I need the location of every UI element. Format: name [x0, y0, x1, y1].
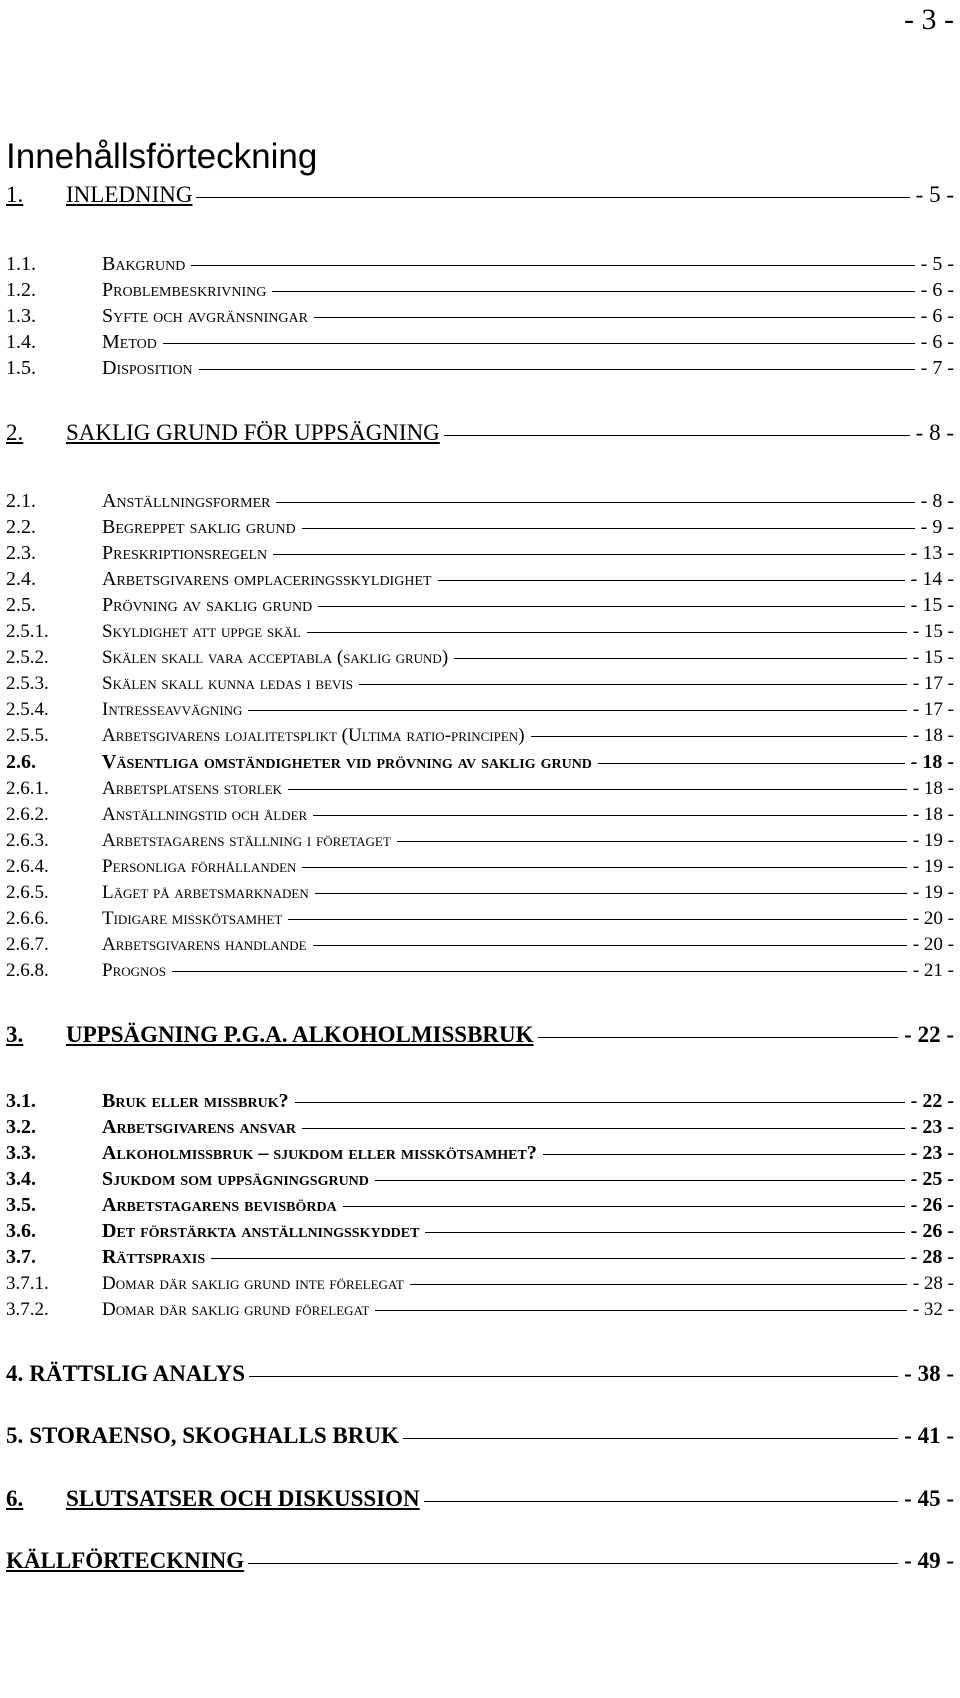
toc-entry-page: - 18 - [912, 804, 954, 825]
toc-entry-number: 3.6. [6, 1220, 36, 1242]
toc-leader-line [272, 291, 914, 292]
toc-leader-line [249, 1376, 898, 1377]
toc-entry-page: - 13 - [910, 542, 954, 564]
toc-entry-page: - 49 - [904, 1548, 954, 1573]
toc-entry-page: - 38 - [904, 1361, 954, 1386]
toc-leader-line [538, 1037, 899, 1038]
toc-entry-title: Rättspraxis [102, 1246, 206, 1268]
toc-leader-line [543, 1154, 905, 1155]
toc-entry-2-5-4[interactable] [6, 699, 954, 725]
toc-chapter-3[interactable] [6, 1022, 954, 1052]
toc-entry-page: - 26 - [910, 1194, 954, 1216]
toc-entry-page: - 19 - [912, 882, 954, 903]
toc-entry-page: - 32 - [912, 1299, 954, 1320]
toc-entry-title: Läget på arbetsmarknaden [102, 882, 309, 903]
toc-entry-title: Arbetsgivarens omplaceringsskyldighet [102, 568, 432, 590]
toc-entry-page: - 6 - [920, 279, 954, 301]
toc-entry-number: 2.6.6. [6, 908, 49, 929]
toc-leader-line [307, 632, 907, 633]
toc-entry-2-5[interactable] [6, 594, 954, 621]
toc-chapter-4[interactable] [6, 1361, 954, 1391]
toc-entry-title: Väsentliga omständigheter vid prövning av saklig grund [102, 751, 592, 773]
toc-entry-page: - 21 - [912, 960, 954, 981]
toc-entry-number: 2.5.4. [6, 699, 49, 720]
toc-entry-number: 3.5. [6, 1194, 36, 1216]
toc-entry-page: - 18 - [910, 751, 954, 773]
toc-entry-title: UPPSÄGNING P.G.A. ALKOHOLMISSBRUK [66, 1022, 534, 1047]
toc-entry-title: KÄLLFÖRTECKNING [6, 1548, 245, 1573]
toc-entry-number: 2.5.1. [6, 621, 49, 642]
toc-leader-line [191, 265, 914, 266]
toc-entry-title: Prövning av saklig grund [102, 594, 313, 616]
toc-entry-page: - 19 - [912, 830, 954, 851]
toc-entry-page: - 28 - [912, 1273, 954, 1294]
toc-entry-title: INLEDNING [66, 182, 193, 207]
toc-references[interactable] [6, 1548, 954, 1578]
toc-entry-page: - 23 - [910, 1142, 954, 1164]
toc-entry-title: RÄTTSLIG ANALYS [29, 1361, 246, 1386]
toc-entry-title: Det förstärkta anställningsskyddet [102, 1220, 420, 1242]
toc-entry-number: 2.6.8. [6, 960, 49, 981]
toc-entry-title: Prognos [102, 960, 167, 981]
toc-entry-2-6[interactable] [6, 751, 954, 778]
toc-entry-2-2[interactable] [6, 516, 954, 543]
toc-leader-line [375, 1180, 905, 1181]
toc-leader-line [444, 435, 910, 436]
toc-entry-title: Domar där saklig grund förelegat [102, 1299, 370, 1320]
toc-entry-page: - 15 - [912, 647, 954, 668]
toc-leader-line [163, 343, 915, 344]
toc-entry-2-6-2[interactable] [6, 804, 954, 830]
toc-entry-number: 2.1. [6, 490, 36, 512]
toc-entry-3-6[interactable] [6, 1220, 954, 1247]
toc-entry-page: - 25 - [910, 1168, 954, 1190]
toc-entry-page: - 9 - [920, 516, 954, 538]
toc-entry-page: - 6 - [920, 305, 954, 327]
toc-entry-number: 1. [6, 182, 24, 207]
toc-entry-2-6-3[interactable] [6, 830, 954, 856]
toc-entry-title: Skälen skall kunna ledas i bevis [102, 673, 353, 694]
toc-entry-number: 3. [6, 1022, 24, 1047]
toc-entry-2-6-5[interactable] [6, 882, 954, 908]
toc-entry-2-6-6[interactable] [6, 908, 954, 934]
toc-entry-title: Arbetsgivarens ansvar [102, 1116, 296, 1138]
toc-entry-title: Domar där saklig grund inte förelegat [102, 1273, 404, 1294]
toc-entry-title: Arbetsgivarens handlande [102, 934, 307, 955]
toc-leader-line [248, 1563, 898, 1564]
toc-entry-page: - 8 - [920, 490, 954, 512]
toc-entry-number: 3.7.1. [6, 1273, 49, 1294]
toc-entry-page: - 15 - [912, 621, 954, 642]
toc-leader-line [288, 789, 907, 790]
toc-leader-line [375, 1310, 906, 1311]
toc-leader-line [598, 763, 905, 764]
toc-leader-line [288, 919, 907, 920]
toc-entry-number: 2.6. [6, 751, 36, 773]
toc-entry-3-7[interactable] [6, 1246, 954, 1273]
toc-entry-2-5-5[interactable] [6, 725, 954, 751]
toc-entry-page: - 17 - [912, 699, 954, 720]
toc-entry-2-6-4[interactable] [6, 856, 954, 882]
toc-entry-number: 2.5.5. [6, 725, 49, 746]
toc-entry-number: 2.4. [6, 568, 36, 590]
toc-entry-page: - 18 - [912, 725, 954, 746]
toc-entry-2-5-2[interactable] [6, 647, 954, 673]
page-number: - 3 - [904, 3, 954, 36]
toc-entry-2-6-8[interactable] [6, 960, 954, 986]
toc-entry-2-3[interactable] [6, 542, 954, 569]
toc-entry-page: - 45 - [904, 1486, 954, 1511]
toc-leader-line [403, 1438, 898, 1439]
toc-entry-title: Begreppet saklig grund [102, 516, 296, 538]
toc-entry-2-5-1[interactable] [6, 621, 954, 647]
toc-leader-line [196, 197, 909, 198]
toc-entry-title: Alkoholmissbruk – sjukdom eller misskötsamhet? [102, 1142, 537, 1164]
toc-leader-line [425, 1232, 904, 1233]
toc-leader-line [273, 554, 905, 555]
toc-chapter-2[interactable] [6, 420, 954, 450]
toc-entry-number: 3.3. [6, 1142, 36, 1164]
toc-entry-page: - 23 - [910, 1116, 954, 1138]
toc-entry-title: Arbetsgivarens lojalitetsplikt (Ultima ratio-principen) [102, 725, 525, 746]
toc-entry-number: 2.6.7. [6, 934, 49, 955]
toc-entry-3-7-1[interactable] [6, 1273, 954, 1299]
toc-entry-number: 5. [6, 1423, 24, 1448]
toc-chapter-1[interactable] [6, 182, 954, 212]
toc-entry-title: Anställningsformer [102, 490, 271, 512]
toc-entry-page: - 5 - [920, 253, 954, 275]
toc-entry-number: 2.6.2. [6, 804, 49, 825]
toc-entry-1-5[interactable] [6, 357, 954, 384]
toc-entry-title: Bruk eller missbruk? [102, 1090, 289, 1112]
toc-entry-title: Skälen skall vara acceptabla (saklig grund) [102, 647, 449, 668]
toc-entry-2-4[interactable] [6, 568, 954, 595]
toc-entry-page: - 15 - [910, 594, 954, 616]
toc-leader-line [359, 684, 907, 685]
toc-entry-number: 2.5.2. [6, 647, 49, 668]
toc-entry-title: STORAENSO, SKOGHALLS BRUK [29, 1423, 399, 1448]
toc-entry-title: Personliga förhållanden [102, 856, 297, 877]
toc-entry-page: - 19 - [912, 856, 954, 877]
toc-leader-line [397, 841, 907, 842]
toc-entry-page: - 18 - [912, 778, 954, 799]
toc-entry-number: 3.2. [6, 1116, 36, 1138]
toc-entry-3-4[interactable] [6, 1168, 954, 1195]
toc-leader-line [410, 1284, 907, 1285]
toc-entry-number: 1.2. [6, 279, 36, 301]
toc-leader-line [318, 606, 904, 607]
toc-heading: Innehållsförteckning [6, 137, 318, 177]
toc-leader-line [276, 502, 914, 503]
toc-leader-line [531, 736, 907, 737]
toc-entry-page: - 8 - [915, 420, 954, 445]
toc-entry-3-1[interactable] [6, 1090, 954, 1117]
toc-entry-2-6-1[interactable] [6, 778, 954, 804]
toc-entry-number: 3.7.2. [6, 1299, 49, 1320]
toc-leader-line [302, 867, 906, 868]
toc-entry-number: 2.6.5. [6, 882, 49, 903]
toc-entry-title: Arbetstagarens ställning i företaget [102, 830, 391, 851]
toc-entry-title: Arbetsplatsens storlek [102, 778, 283, 799]
toc-entry-title: Metod [102, 331, 157, 353]
toc-entry-2-6-7[interactable] [6, 934, 954, 960]
toc-entry-page: - 22 - [904, 1022, 954, 1047]
toc-leader-line [248, 710, 906, 711]
toc-leader-line [315, 893, 907, 894]
toc-entry-1-4[interactable] [6, 331, 954, 358]
toc-leader-line [314, 317, 915, 318]
toc-entry-title: SLUTSATSER OCH DISKUSSION [66, 1486, 420, 1511]
toc-entry-2-5-3[interactable] [6, 673, 954, 699]
toc-chapter-6[interactable] [6, 1486, 954, 1516]
toc-entry-number: 2.6.4. [6, 856, 49, 877]
toc-leader-line [302, 528, 915, 529]
toc-entry-page: - 22 - [910, 1090, 954, 1112]
toc-leader-line [172, 971, 907, 972]
toc-entry-number: 2.3. [6, 542, 36, 564]
toc-leader-line [295, 1102, 905, 1103]
toc-entry-number: 2.6.3. [6, 830, 49, 851]
toc-entry-title: Bakgrund [102, 253, 186, 275]
toc-entry-number: 2.5.3. [6, 673, 49, 694]
toc-entry-3-5[interactable] [6, 1194, 954, 1221]
toc-leader-line [313, 815, 907, 816]
toc-entry-page: - 20 - [912, 908, 954, 929]
toc-entry-number: 3.7. [6, 1246, 36, 1268]
toc-entry-page: - 6 - [920, 331, 954, 353]
toc-entry-1-2[interactable] [6, 279, 954, 306]
toc-entry-title: Arbetstagarens bevisbörda [102, 1194, 337, 1216]
toc-entry-page: - 5 - [915, 182, 954, 207]
toc-entry-number: 1.5. [6, 357, 36, 379]
toc-leader-line [424, 1501, 899, 1502]
toc-entry-title: Tidigare misskötsamhet [102, 908, 283, 929]
toc-entry-page: - 41 - [904, 1423, 954, 1448]
toc-entry-title: Disposition [102, 357, 193, 379]
toc-entry-title: Sjukdom som uppsägningsgrund [102, 1168, 369, 1190]
toc-leader-line [211, 1258, 905, 1259]
toc-entry-1-3[interactable] [6, 305, 954, 332]
toc-entry-title: Problembeskrivning [102, 279, 267, 301]
toc-entry-page: - 14 - [910, 568, 954, 590]
toc-leader-line [199, 369, 915, 370]
toc-entry-number: 6. [6, 1486, 24, 1511]
toc-leader-line [438, 580, 905, 581]
toc-entry-number: 4. [6, 1361, 24, 1386]
toc-chapter-5[interactable] [6, 1423, 954, 1453]
toc-entry-title: SAKLIG GRUND FÖR UPPSÄGNING [66, 420, 440, 445]
toc-entry-number: 1.3. [6, 305, 36, 327]
toc-entry-page: - 26 - [910, 1220, 954, 1242]
toc-entry-title: Anställningstid och ålder [102, 804, 308, 825]
toc-entry-number: 2.5. [6, 594, 36, 616]
toc-entry-number: 3.4. [6, 1168, 36, 1190]
toc-entry-page: - 17 - [912, 673, 954, 694]
toc-entry-3-7-2[interactable] [6, 1299, 954, 1325]
toc-entry-page: - 20 - [912, 934, 954, 955]
toc-entry-number: 2.2. [6, 516, 36, 538]
toc-entry-2-1[interactable] [6, 490, 954, 517]
toc-entry-number: 1.1. [6, 253, 36, 275]
toc-entry-page: - 7 - [920, 357, 954, 379]
toc-leader-line [313, 945, 907, 946]
toc-entry-number: 2. [6, 420, 24, 445]
toc-entry-3-2[interactable] [6, 1116, 954, 1143]
toc-entry-title: Preskriptionsregeln [102, 542, 268, 564]
toc-leader-line [302, 1128, 905, 1129]
toc-entry-number: 3.1. [6, 1090, 36, 1112]
toc-entry-1-1[interactable] [6, 253, 954, 280]
toc-leader-line [343, 1206, 905, 1207]
toc-entry-number: 1.4. [6, 331, 36, 353]
toc-entry-title: Intresseavvägning [102, 699, 243, 720]
toc-entry-number: 2.6.1. [6, 778, 49, 799]
toc-leader-line [454, 658, 907, 659]
toc-entry-page: - 28 - [910, 1246, 954, 1268]
toc-entry-3-3[interactable] [6, 1142, 954, 1169]
toc-entry-title: Skyldighet att uppge skäl [102, 621, 301, 642]
toc-entry-title: Syfte och avgränsningar [102, 305, 308, 327]
